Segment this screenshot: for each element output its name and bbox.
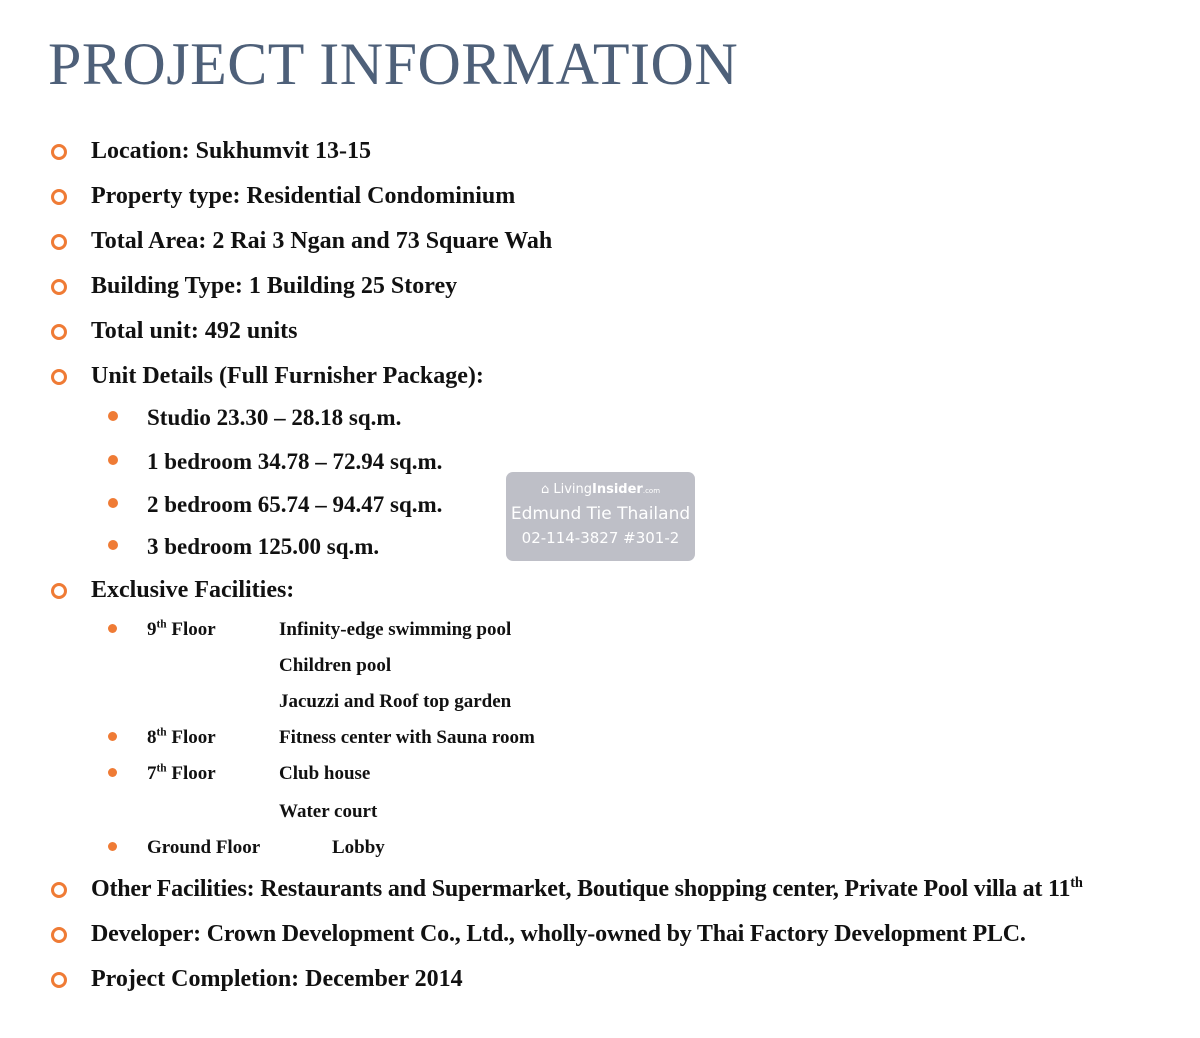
page-title: PROJECT INFORMATION (48, 31, 739, 97)
facility-item: Children pool (279, 655, 392, 676)
ring-bullet-icon (51, 279, 67, 295)
facility-item: Infinity-edge swimming pool (279, 619, 512, 640)
dot-bullet-icon (108, 732, 117, 741)
ring-bullet-icon (51, 369, 67, 385)
dot-bullet-icon (108, 624, 117, 633)
ring-bullet-icon (51, 324, 67, 340)
dot-bullet-icon (108, 842, 117, 851)
facility-item: Water court (279, 801, 378, 822)
watermark-phone: 02-114-3827 #301-2 (521, 529, 680, 547)
ring-bullet-icon (51, 583, 67, 599)
watermark-badge (506, 472, 695, 561)
dot-bullet-icon (108, 540, 118, 550)
ring-bullet-icon (51, 882, 67, 898)
floor-label: 9th Floor (147, 618, 216, 640)
floor-label: Ground Floor (147, 837, 261, 858)
floor-label: 8th Floor (147, 726, 216, 748)
dot-bullet-icon (108, 768, 117, 777)
ring-bullet-icon (51, 234, 67, 250)
dot-bullet-icon (108, 411, 118, 421)
facility-item: Lobby (332, 837, 385, 858)
dot-bullet-icon (108, 455, 118, 465)
facility-item: Club house (279, 763, 371, 784)
floor-label: 7th Floor (147, 762, 216, 784)
dot-bullet-icon (108, 498, 118, 508)
ring-bullet-icon (51, 189, 67, 205)
facility-item: Jacuzzi and Roof top garden (279, 691, 512, 712)
ring-bullet-icon (51, 927, 67, 943)
watermark-name: Edmund Tie Thailand (510, 504, 691, 524)
house-icon: ⌂ (540, 482, 550, 497)
facility-item: Fitness center with Sauna room (279, 727, 535, 748)
ring-bullet-icon (51, 144, 67, 160)
ring-bullet-icon (51, 972, 67, 988)
watermark-logo: ⌂ LivingInsider.com (540, 482, 661, 497)
